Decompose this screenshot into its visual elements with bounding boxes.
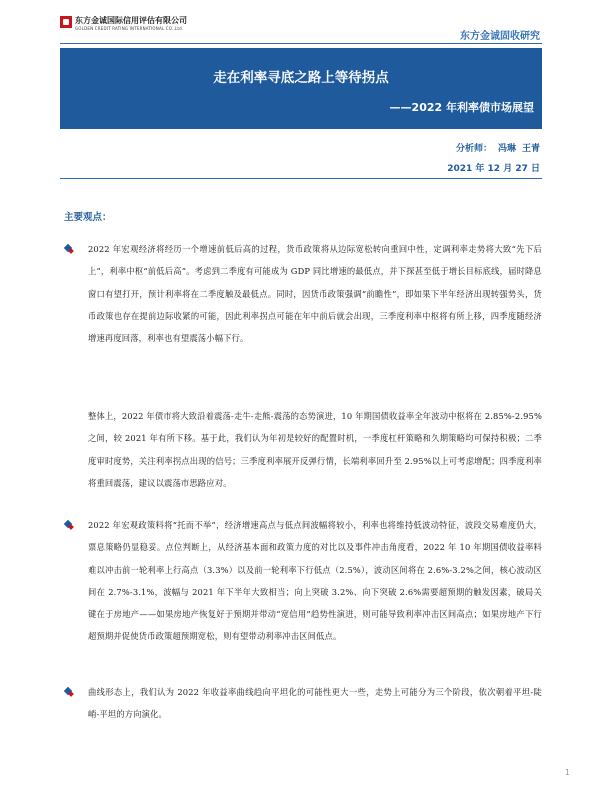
paragraph-3: 2022 年宏观政策料将“托而不举”，经济增速高点与低点间波幅将较小，利率也将维持低波动特征，波段交易难度仍大，票息策略仍显稳妥。点位判断上，从经济基本面和政策力度的对比以及事件冲击角度看，2022 年 10 年期国债收益率料难以冲击前一轮利率上行高点（3.3%）以及前一轮利率下行低点（2.5%），波动区间将在 2.6%-3.2%之间，核心波动区间在 2.7%-3.1%，波幅与 2021 年下半年大致相当；向上突破 3.2%、向下突破 2.6%需要超预期的触发因素，破局关键在于房地产——如果房地产恢复好于预期并带动“宽信用”趋势性演进，则可能导致利率冲击区间高点；如果房地产下行超预期并促使货币政策超预期宽松，则有望带动利率冲击区间低点。 [88, 520, 542, 642]
section-heading: 主要观点： [64, 212, 112, 223]
diamond-bullet-icon [64, 244, 73, 253]
diamond-bullet-icon [64, 687, 73, 696]
brand-label: 东方金诚固收研究 [460, 31, 540, 42]
page-header [0, 0, 600, 44]
page-number: 1 [564, 768, 570, 777]
company-name-en: GOLDEN CREDIT RATING INTERNATIONAL CO.,Ltd. [75, 26, 184, 31]
analyst-label: 分析师： [455, 144, 492, 154]
analyst-name: 王青 [521, 144, 540, 154]
title-banner [60, 48, 542, 129]
company-name-cn: 东方金诚国际信用评估有限公司 [75, 15, 187, 25]
paragraph-1: 2022 年宏观经济将经历一个增速前低后高的过程，货币政策将从边际宽松转向重回中性，定调利率走势将大致“先下后上”，利率中枢“前低后高”。考虑到二季度有可能成为 GDP 同比增速的最低点，并下探甚至低于增长目标底线，届时降息窗口有望打开，预计利率将在二季度触及最低点。同时，因货币政策强调“前瞻性”，即如果下半年经济出现转强势头，货币政策也存在提前边际收紧的可能，因此利率拐点可能在年中前后就会出现，三季度利率中枢将有所上移，四季度随经济增速再度回落，利率也有望震荡小幅下行。 [88, 244, 542, 344]
paragraph-4: 曲线形态上，我们认为 2022 年收益率曲线趋向平坦化的可能性更大一些，走势上可能分为三个阶段，依次朝着平坦-陡峭-平坦的方向演化。 [88, 687, 542, 720]
company-logo-icon [60, 16, 72, 28]
analyst-name: 冯琳 [497, 144, 516, 154]
analysts-line [456, 141, 540, 154]
report-subtitle: ——2022 年利率债市场展望 [389, 101, 534, 114]
report-date: 2021 年 12 月 27 日 [447, 164, 540, 174]
report-title: 走在利率寻底之路上等待拐点 [213, 70, 389, 86]
meta-divider [60, 178, 542, 179]
header-divider [60, 43, 542, 44]
diamond-bullet-icon [64, 520, 73, 529]
paragraph-2: 整体上，2022 年债市将大致沿着震荡-走牛-走熊-震荡的态势演进，10 年期国债收益率全年波动中枢将在 2.85%-2.95%之间，较 2021 年有所下移。基于此，我们认为年初是较好的配置时机，一季度杠杆策略和久期策略均可保持积极；二季度审时度势，关注利率拐点出现的信号；三季度利率展开反弹行情，长端利率回升至 2.95%以上可考虑增配；四季度利率将重回震荡，建议以震荡市思路应对。 [88, 411, 542, 488]
